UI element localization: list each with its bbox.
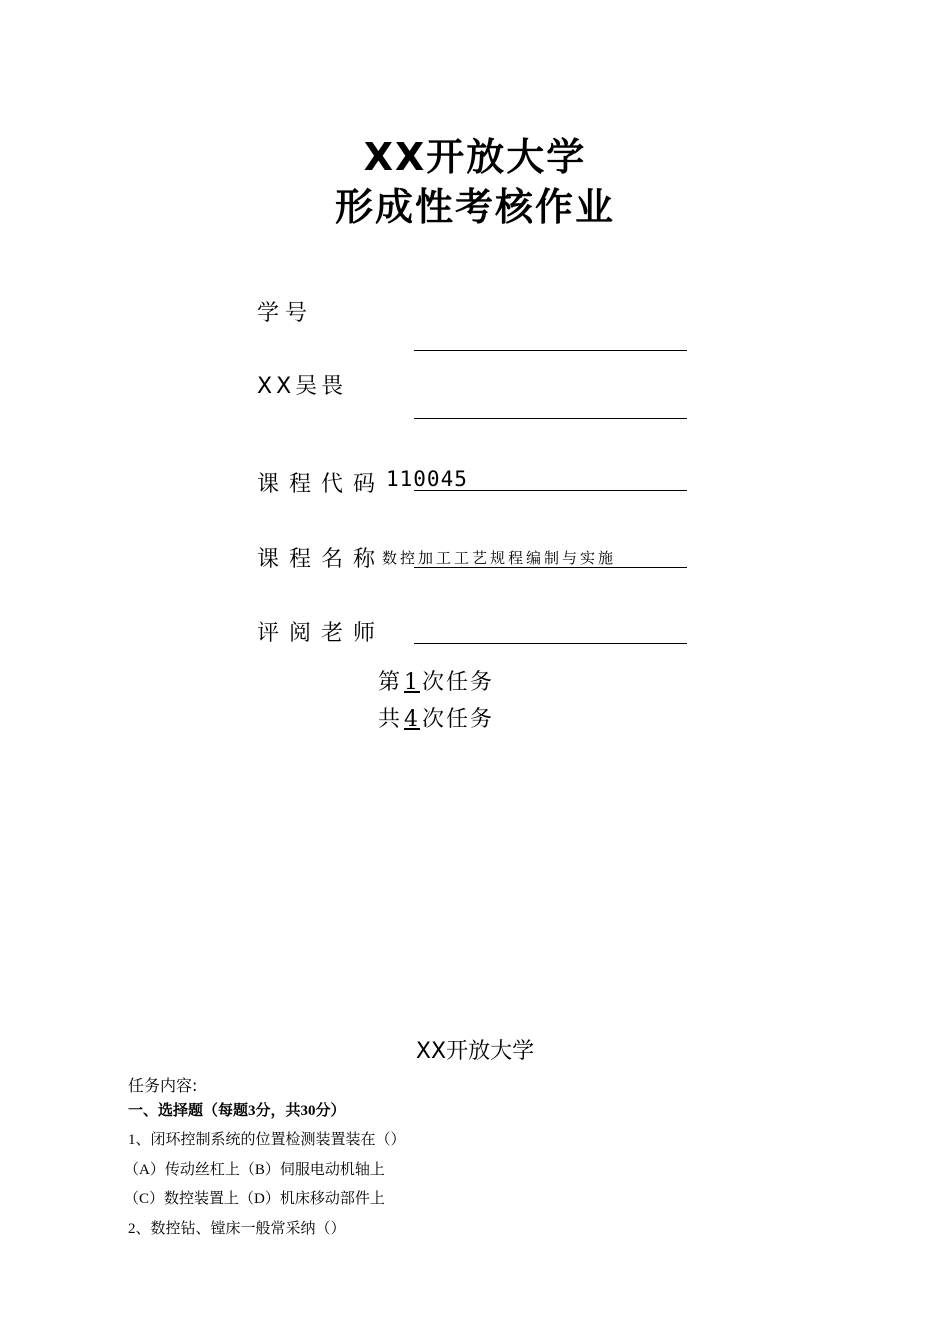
task-current-number: 1 — [404, 670, 421, 695]
course-name-line — [414, 567, 687, 568]
course-code-line — [414, 490, 687, 491]
question-2: 2、数控钻、镗床一般常采纳（） — [128, 1221, 346, 1237]
course-code-label: 课程代码 — [257, 472, 386, 497]
course-name-label: 课程名称 — [257, 547, 386, 572]
name-label: XX吴畏 — [257, 374, 348, 399]
course-code-value: 110045 — [386, 467, 468, 491]
student-id-label: 学号 — [257, 301, 314, 326]
task-current-prefix: 第 — [378, 670, 403, 695]
question-1-options-cd: （C）数控装置上（D）机床移动部件上 — [124, 1191, 385, 1207]
document-title: 形成性考核作业 — [334, 185, 615, 229]
name-line — [414, 418, 687, 419]
content-header: XX开放大学 — [415, 1039, 535, 1064]
task-current — [378, 665, 494, 696]
course-name-value: 数控加工工艺规程编制与实施 — [382, 549, 617, 567]
task-total — [378, 702, 494, 733]
question-1-options-ab: （A）传动丝杠上（B）伺服电动机轴上 — [124, 1162, 385, 1178]
teacher-label: 评阅老师 — [257, 621, 386, 646]
task-total-suffix: 次任务 — [422, 707, 495, 732]
section-title: 一、选择题（每题3分，共30分） — [128, 1103, 346, 1119]
task-current-suffix: 次任务 — [422, 670, 495, 695]
question-1: 1、闭环控制系统的位置检测装置装在（） — [128, 1132, 406, 1148]
task-total-prefix: 共 — [378, 707, 403, 732]
task-content-label: 任务内容: — [128, 1076, 198, 1095]
student-id-line — [414, 350, 687, 351]
university-title: XX开放大学 — [363, 135, 587, 179]
task-total-number: 4 — [404, 707, 421, 732]
teacher-line — [414, 643, 687, 644]
